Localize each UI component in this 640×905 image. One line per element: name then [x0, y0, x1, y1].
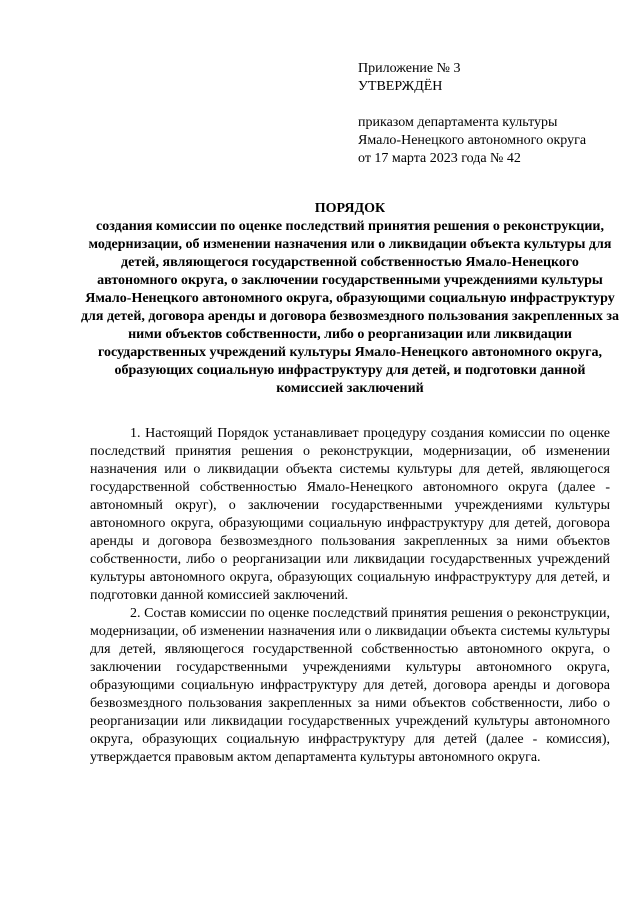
- order-line-1: приказом департамента культуры: [358, 115, 558, 130]
- header-spacer: [358, 96, 586, 114]
- document-title: [80, 200, 620, 398]
- appendix-number: Приложение № 3: [358, 61, 461, 76]
- title-subtitle: создания комиссии по оценке последствий принятия решения о реконструкции, модернизации, об изменении назначения или о ликвидации объекта культуры для детей, являющегося государственной собственностью Ямало-Ненецкого автономного округа, о заключении государственными учреждениями культуры Ямало-Ненецкого автономного округа, образующими социальную инфраструктуру для детей, договора аренды и договора безвозмездного пользования закрепленных за ними объектов собственности, либо о реорганизации или ликвидации государственных учреждений культуры Ямало-Ненецкого автономного округа, образующих социальную инфраструктуру для детей, и подготовки данной комиссией заключений: [80, 219, 620, 396]
- order-line-2: Ямало-Ненецкого автономного округа: [358, 133, 587, 148]
- paragraph-1: 1. Настоящий Порядок устанавливает процедуру создания комиссии по оценке последствий принятия решения о реконструкции, модернизации, об изменении назначения или о ликвидации объекта системы культуры для детей, являющегося государственной собственностью Ямало-Ненецкого автономного округа (далее - автономный округ), о заключении государственными учреждениями культуры автономного округа, образующими социальную инфраструктуру для детей, договора аренды и договора безвозмездного пользования закрепленных за ними объектов собственности, либо о реорганизации или ликвидации государственных учреждений культуры автономного округа, образующих социальную инфраструктуру для детей, и подготовки данной комиссией заключений.: [90, 426, 610, 603]
- title-heading: ПОРЯДОК: [314, 201, 386, 216]
- document-body: [90, 425, 610, 767]
- order-line-3: от 17 марта 2023 года № 42: [358, 151, 521, 166]
- approved-stamp: УТВЕРЖДЁН: [358, 79, 443, 94]
- paragraph-2: 2. Состав комиссии по оценке последствий принятия решения о реконструкции, модернизации, об изменении назначения или о ликвидации объекта системы культуры для детей, являющегося государственной собственностью автономного округа, о заключении государственными учреждениями культуры автономного округа, образующими социальную инфраструктуру для детей, договора аренды и договора безвозмездного пользования закрепленных за ними объектов собственности, либо о реорганизации или ликвидации государственных учреждений культуры автономного округа, образующих социальную инфраструктуру для детей (далее - комиссия), утверждается правовым актом департамента культуры автономного округа.: [90, 606, 610, 765]
- approval-header: [358, 60, 586, 168]
